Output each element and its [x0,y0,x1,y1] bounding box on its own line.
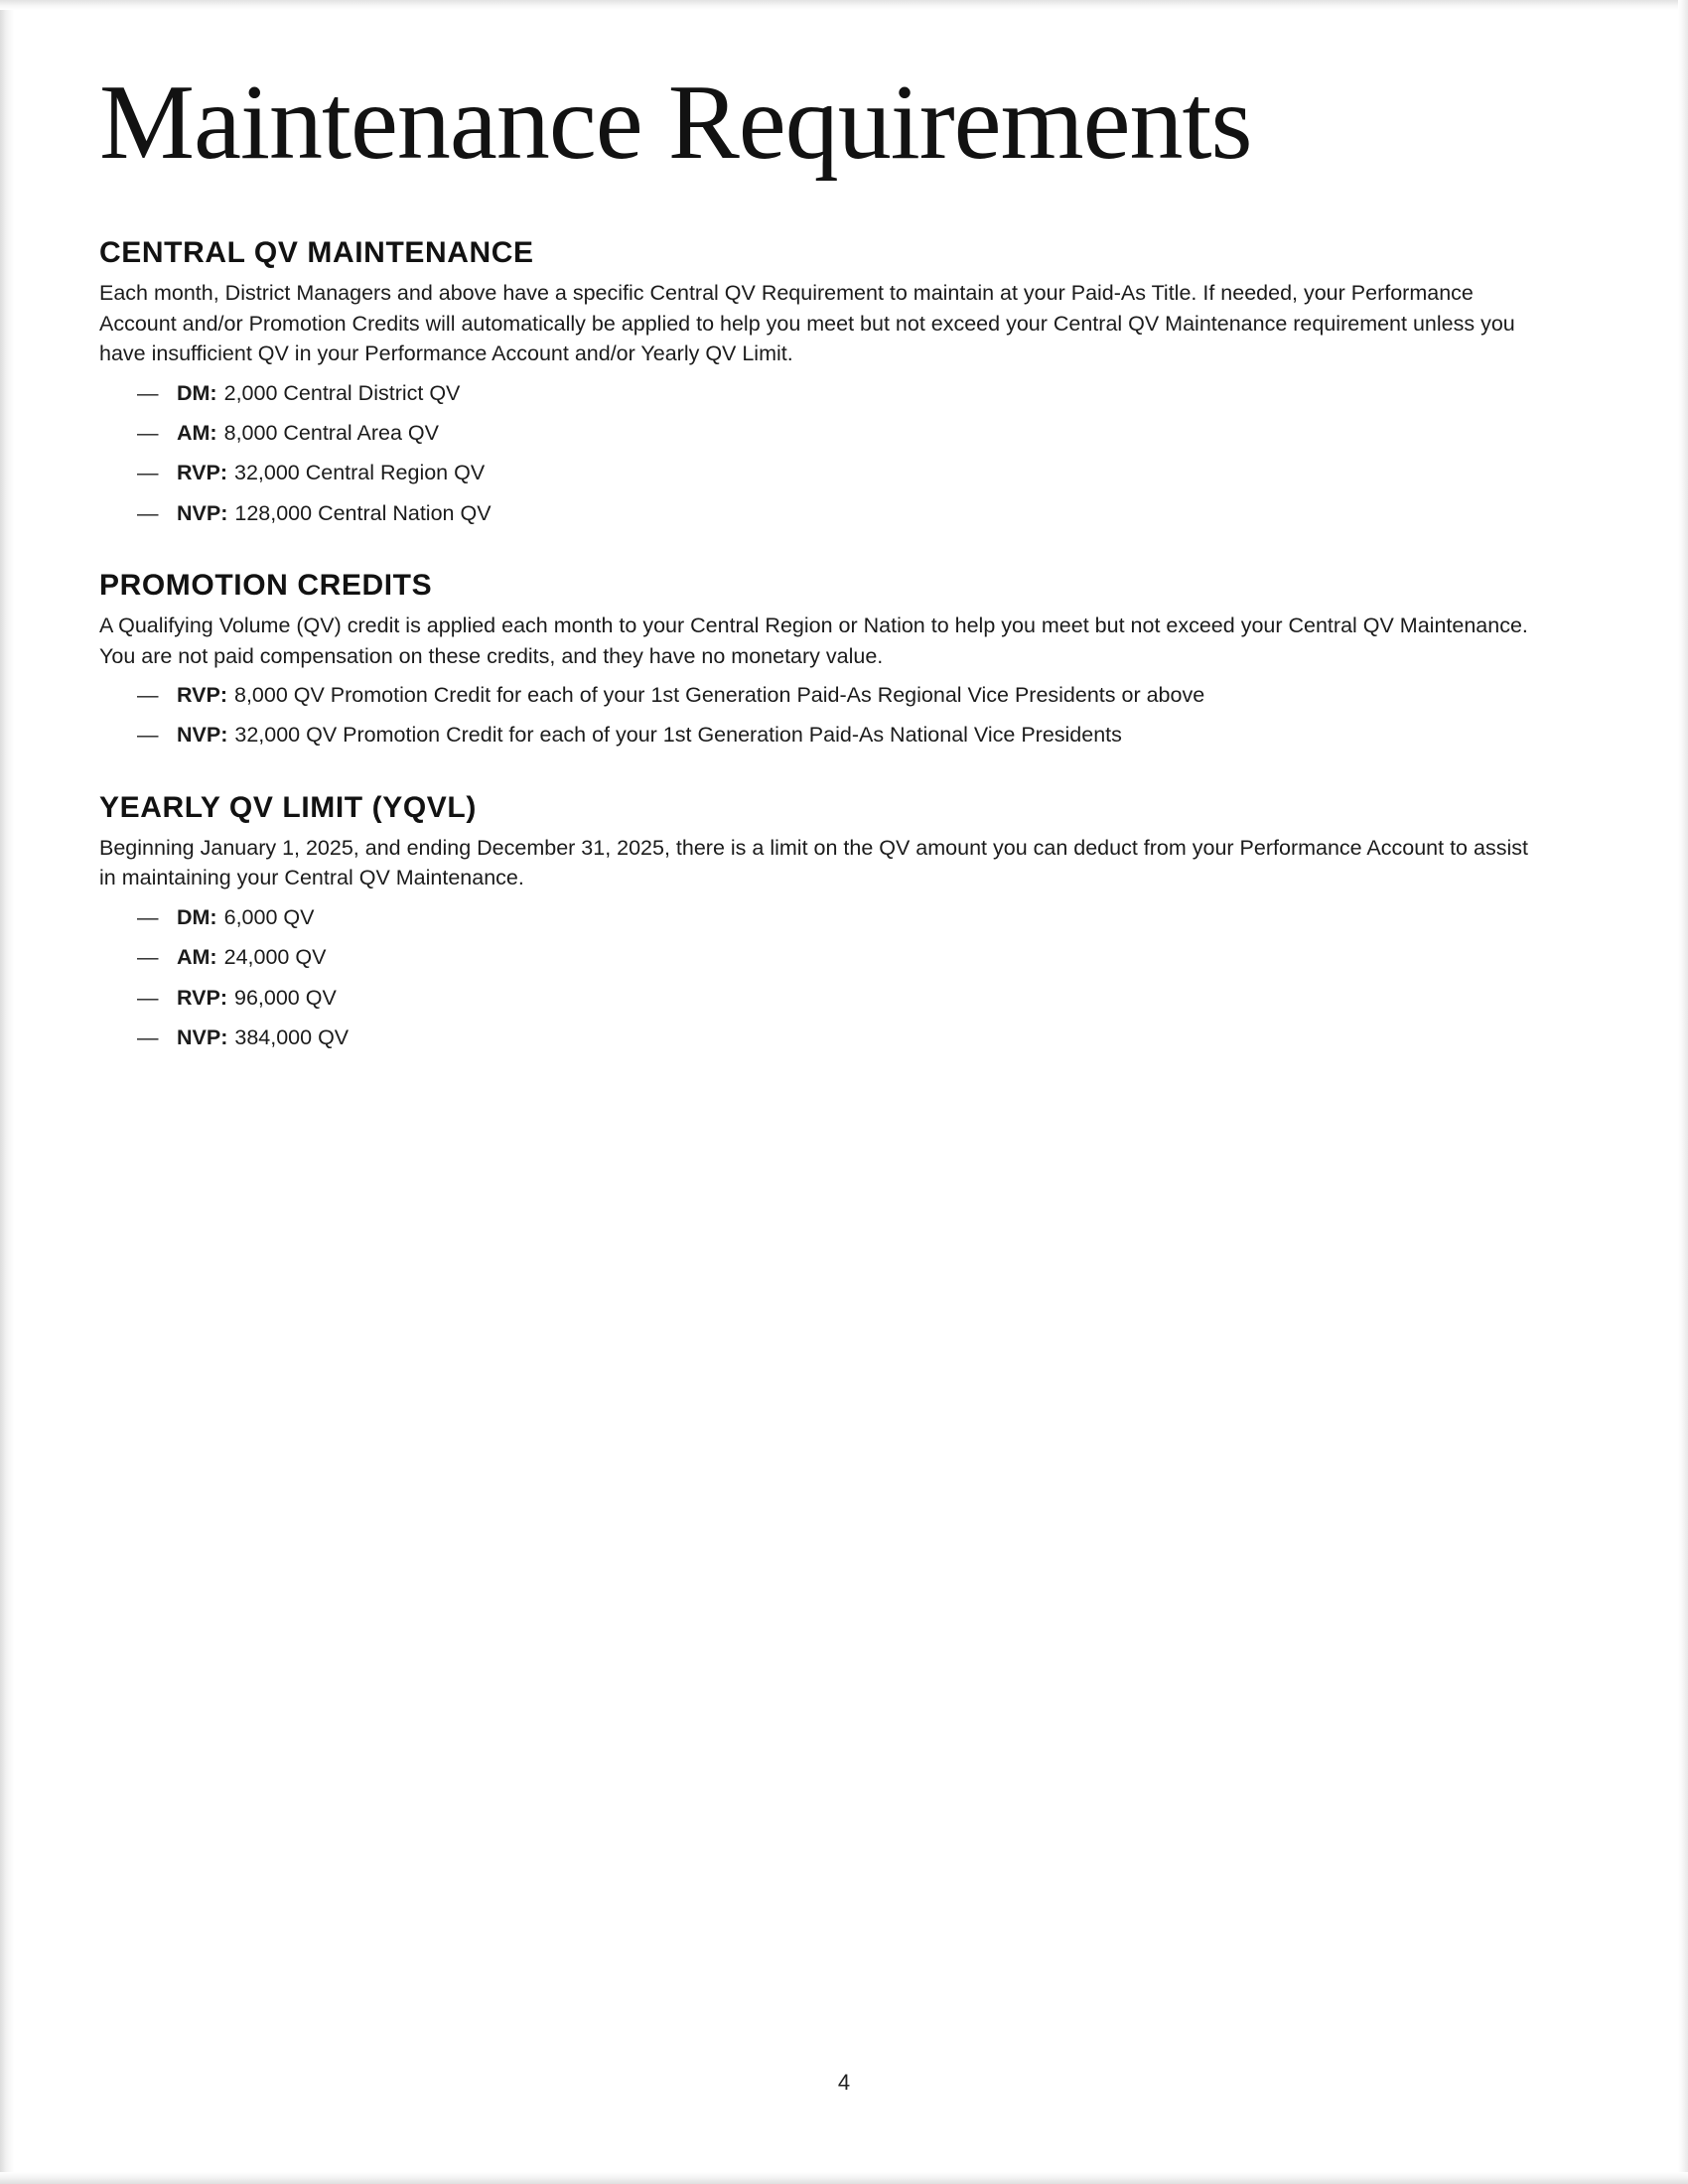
list-item-text: 32,000 Central Region QV [233,461,486,485]
list-item-label: NVP: [177,723,228,748]
scan-edge-left [0,0,14,2184]
list-item [137,379,1579,407]
bullet-list [99,681,1579,750]
list-item-text: 384,000 QV [234,1024,350,1049]
list-item-text: 8,000 QV Promotion Credit for each of your 1st Generation Paid-As Regional Vice Presidents or above [233,683,1205,708]
list-item-label: NVP: [177,1024,228,1049]
list-item [137,903,1579,931]
em-dash-icon: — [137,904,159,929]
list-item-label: AM: [177,420,217,445]
section-body: Beginning January 1, 2025, and ending December 31, 2025, there is a limit on the QV amount you can deduct from your Performance Account to assist in maintaining your Central QV Maintenance. [99,835,1528,890]
list-item-text: 6,000 QV [223,904,315,929]
scan-edge-right [1678,0,1688,2184]
bullet-list [99,903,1579,1052]
page-title: Maintenance Requirements [99,64,1252,182]
list-item [137,984,1579,1012]
list-item [137,721,1579,749]
list-item-text: 2,000 Central District QV [223,380,461,405]
list-item [137,459,1579,486]
bullet-list [99,379,1579,528]
list-item-text: 8,000 Central Area QV [223,420,439,445]
list-item-label: AM: [177,945,217,970]
list-item-label: NVP: [177,500,228,525]
section-yearly-qv-limit [99,791,1579,1052]
list-item-label: DM: [177,380,217,405]
em-dash-icon: — [137,500,159,525]
list-item-label: RVP: [177,683,227,708]
em-dash-icon: — [137,1024,159,1049]
page-number: 4 [837,2070,851,2095]
em-dash-icon: — [137,380,159,405]
section-body: A Qualifying Volume (QV) credit is applied each month to your Central Region or Nation to help you meet but not exceed your Central QV Maintenance. You are not paid compensation on these credits, and they have no monetary value. [99,614,1528,668]
scan-edge-top [0,0,1688,10]
section-central-qv-maintenance [99,236,1579,527]
list-item [137,419,1579,447]
list-item-text: 128,000 Central Nation QV [234,500,492,525]
document-content [99,64,1579,1093]
em-dash-icon: — [137,420,159,445]
em-dash-icon: — [137,945,159,970]
section-heading: CENTRAL QV MAINTENANCE [99,236,534,269]
list-item-label: RVP: [177,985,227,1010]
scan-edge-bottom [0,2172,1688,2184]
list-item-text: 32,000 QV Promotion Credit for each of your 1st Generation Paid-As National Vice Presidents [234,723,1122,748]
em-dash-icon: — [137,723,159,748]
list-item-label: DM: [177,904,217,929]
section-body: Each month, District Managers and above have a specific Central QV Requirement to maintain at your Paid-As Title. If needed, your Performance Account and/or Promotion Credits will automatically be applied to help you meet but not exceed your Central QV Maintenance requirement unless you have insufficient QV in your Performance Account and/or Yearly QV Limit. [99,281,1515,366]
em-dash-icon: — [137,985,159,1010]
list-item-text: 96,000 QV [233,985,337,1010]
list-item [137,943,1579,971]
section-heading: YEARLY QV LIMIT (YQVL) [99,790,477,824]
list-item-label: RVP: [177,461,227,485]
list-item [137,681,1579,709]
section-promotion-credits [99,569,1579,750]
list-item [137,499,1579,527]
em-dash-icon: — [137,683,159,708]
em-dash-icon: — [137,461,159,485]
list-item-text: 24,000 QV [223,945,327,970]
section-heading: PROMOTION CREDITS [99,569,433,603]
list-item [137,1024,1579,1051]
